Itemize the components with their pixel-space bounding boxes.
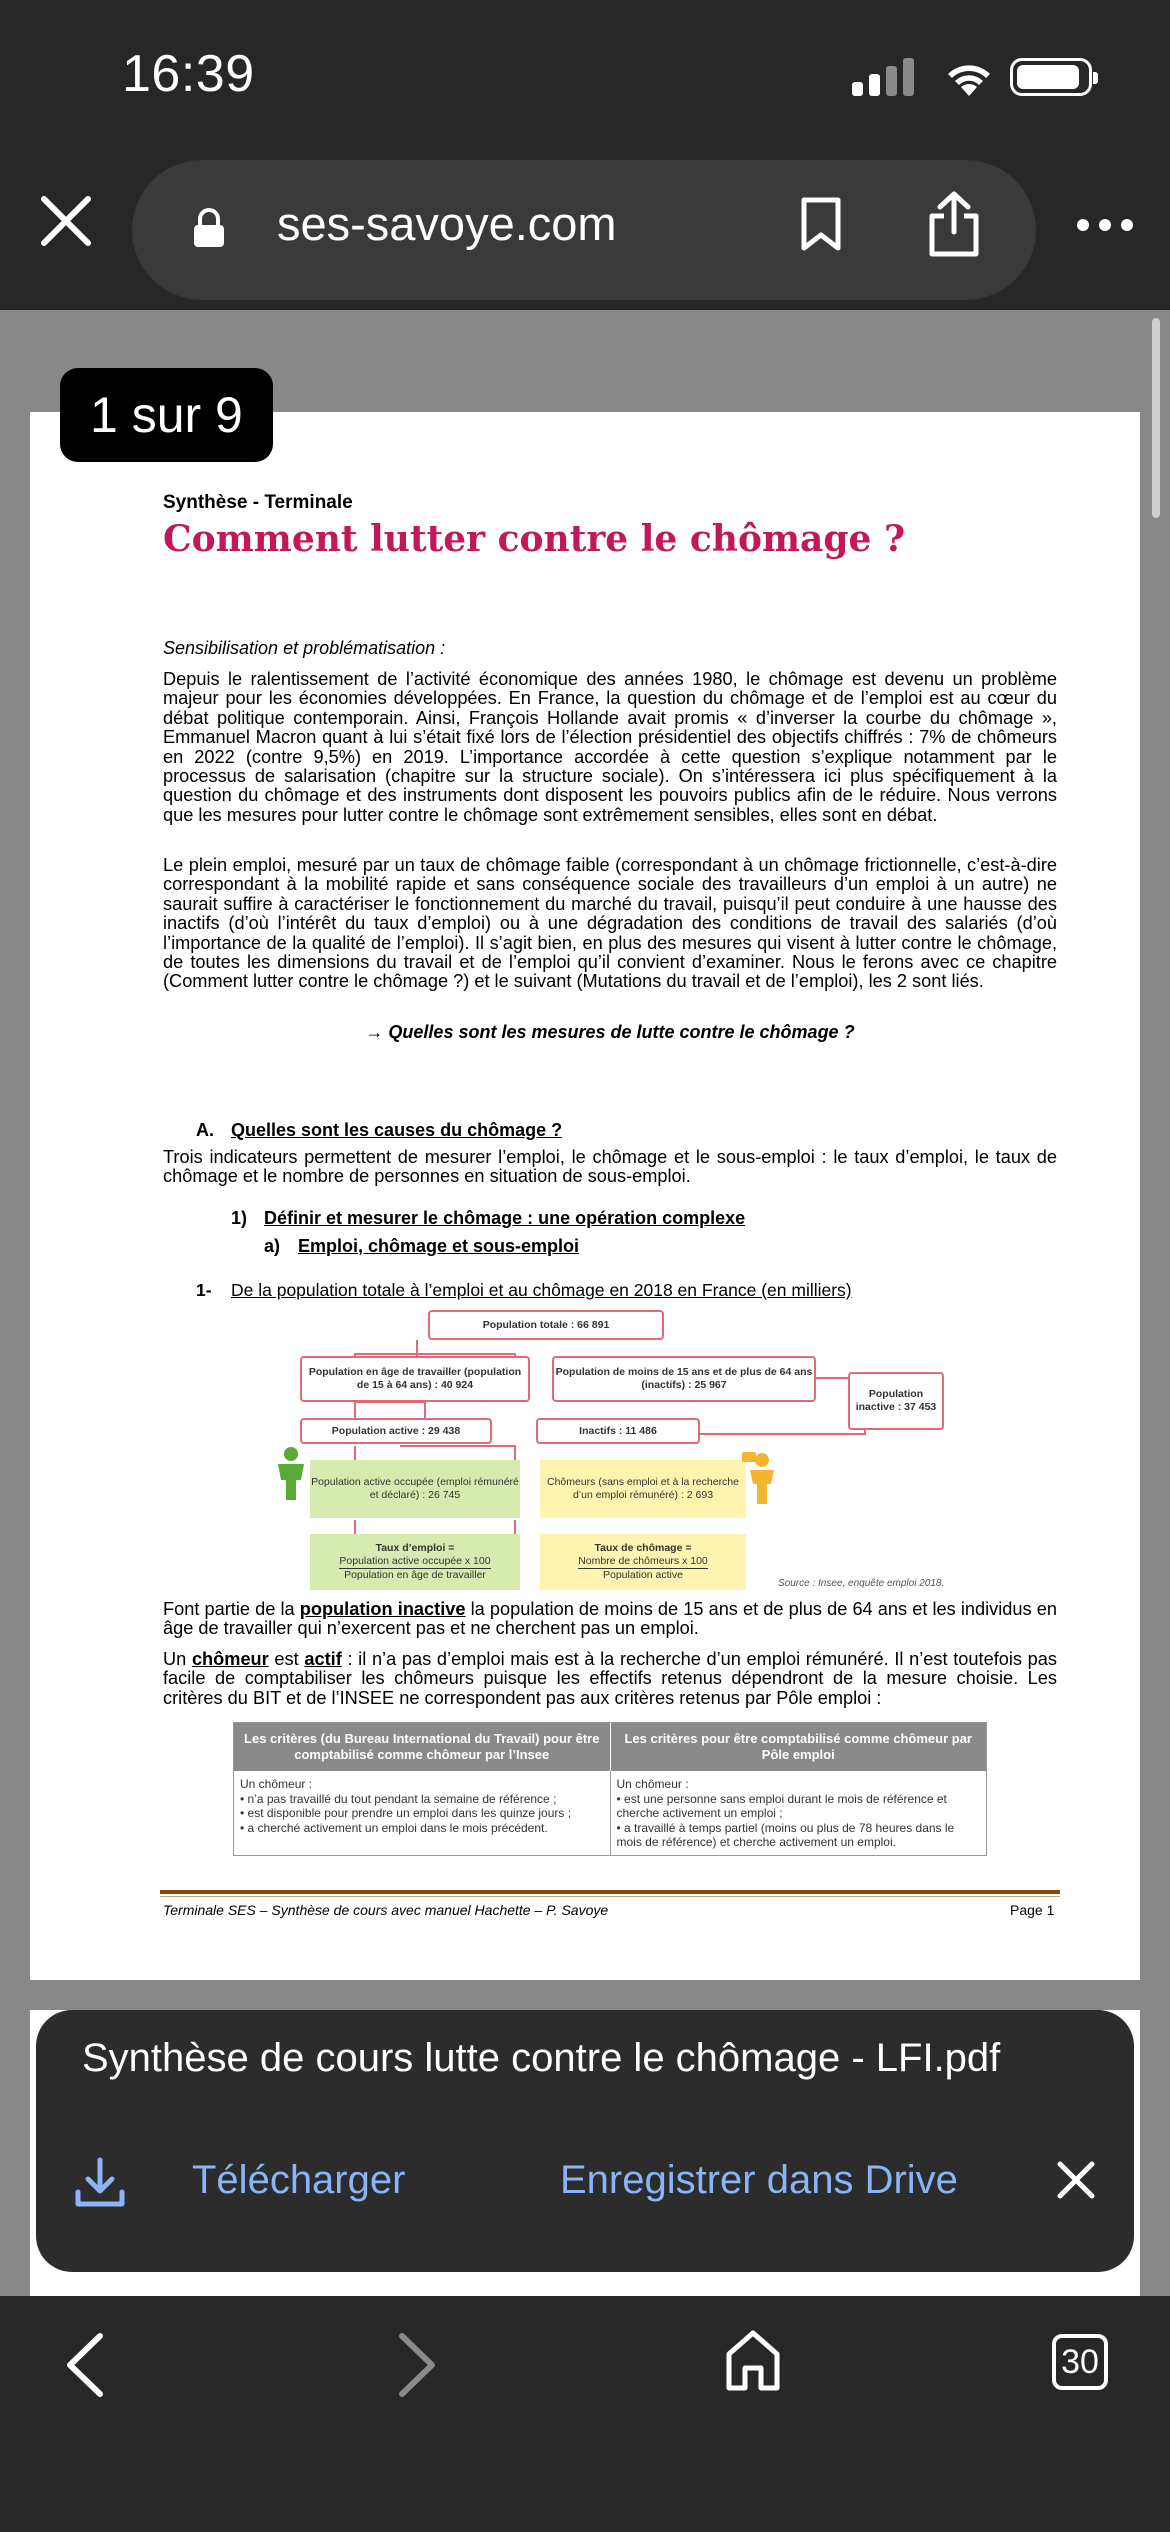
subsection-1a-letter: a) [264,1236,281,1256]
forward-icon[interactable] [396,2330,440,2400]
text-fragment: : il n’a pas d’emploi mais est à la recherche d’un emploi rémunéré. Il n’est toutefois pas facile de comptabiliser les chômeurs puisque les effectifs retenus dépendront de la mesure choisie. Les critères du BIT et de l’INSEE ne correspondent pas aux critères retenus par Pôle emploi : [163,1649,1057,1708]
subsection-1a-heading: Emploi, chômage et sous-emploi [298,1236,580,1256]
paragraph-1: Depuis le ralentissement de l’activité économique des années 1980, le chômage est devenu un problème majeur pour les économies développées. En France, la question du chômage et de l’emploi est au cœur du débat politique contemporain. Ainsi, François Hollande avait promis « d’inverser la courbe du chômage », Emmanuel Macron quant à lui s’était fixé lors de l’élection présidentiel des objectifs chiffrés : 7% de chômeurs en 2022 (contre 9,5%) en 2019. L’importance accordée à cette question s’explique notamment par le processus de salarisation (chapitre sur la structure sociale). On s’intéressera ici plus spécifiquement à la question du chômage et des instruments dont disposent les pouvoirs publics afin de le réduire. Nous verrons que les mesures pour lutter contre le chômage sont extrêmement sensibles, elles sont en débat. [163,669,1057,825]
taux-emploi-title: Taux d’emploi = [375,1542,455,1554]
person-icon [274,1446,308,1500]
term-population-inactive: population inactive [299,1599,466,1619]
tabs-button[interactable]: 30 [1052,2334,1108,2390]
paragraph-2: Le plein emploi, mesuré par un taux de chômage faible (correspondant à un chômage frictionnelle, c’est-à-dire correspondant à la mobilité rapide et sans conséquence sociale des travailleurs d’un emploi à un autre) ne saurait suffire à caractériser le fonctionnement du marché du travail, puisqu’il peut conduire à une hausse des inactifs (d’où l’intérêt du taux d’emploi) ou à une dégradation des conditions de travail des salariés (d’où l’importance de la qualité de l’emploi). Il s’agit bien, en plus des mesures qui visent à lutter contre le chômage, de toutes les dimensions du travail et de l’emploi qu’il convient d’examiner. Nous le ferons avec ce chapitre (Comment lutter contre le chômage ?) et le suivant (Mutations du travail et de l’emploi), les 2 sont liés. [163,855,1057,992]
diagram-chomeurs: Chômeurs (sans emploi et à la recherche d’un emploi rémunéré) : 2 693 [540,1460,746,1518]
paragraph-population-inactive [163,1600,1057,1639]
text-fragment: Un [163,1649,192,1669]
text-fragment: Font partie de la [163,1599,300,1619]
signal-icon [852,58,914,96]
section-a-heading: Quelles sont les causes du chômage ? [231,1120,563,1140]
criteria-table-row [234,1771,986,1855]
subsection-1-number: 1) [231,1208,248,1228]
section-a-letter: A. [196,1120,214,1140]
lock-icon [192,208,226,248]
paragraph-chomeur [163,1650,1057,1708]
bookmark-icon[interactable] [800,197,842,251]
doc-title: Comment lutter contre le chômage ? [163,518,906,560]
diagram-population-age-travailler: Population en âge de travailler (population de 15 à 64 ans) : 40 924 [300,1356,530,1402]
diagram-source: Source : Insee, enquête emploi 2018. [778,1578,945,1589]
more-icon[interactable] [1076,218,1134,232]
page-counter: 1 sur 9 [60,368,273,462]
text-fragment: la population de moins de 15 ans et de plus de 64 ans et les individus en âge de travailler qui n’exercent pas et ne cherchent pas un emploi. [163,1599,1057,1639]
table-cell-bit: Un chômeur : • n’a pas travaillé du tout pendant la semaine de référence ; • est disponible pour prendre un emploi dans les quinze jours ; • a cherché activement un emploi dans le mois précédent. [234,1771,611,1855]
table-header-pole-emploi: Les critères pour être comptabilisé comme chômeur par Pôle emploi [624,1731,972,1762]
table-cell-pole-emploi: Un chômeur : • est une personne sans emploi durant le mois de référence et cherche activement un emploi ; • a travaillé à temps partiel (moins ou plus de 78 heures dans le mois de référence) et cherche activement un emploi. [616,1777,955,1849]
document-1-number: 1- [196,1280,212,1300]
taux-chomage-denominator: Population active [603,1569,683,1581]
doc-subtitle: Sensibilisation et problématisation : [163,638,446,658]
bottom-navigation [0,2296,1170,2532]
diagram-inactifs: Inactifs : 11 486 [536,1418,700,1444]
section-a-text: Trois indicateurs permettent de mesurer l’emploi, le chômage et le sous-emploi : le taux d’emploi, le taux de chômage et le nombre de personnes en situation de sous-emploi. [163,1147,1057,1187]
close-sheet-icon[interactable] [1056,2160,1096,2200]
document-1-caption: De la population totale à l’emploi et au chômage en 2018 en France (en milliers) [231,1280,852,1300]
doc-label: Synthèse - Terminale [163,492,353,513]
download-icon[interactable] [72,2154,128,2210]
diagram-population-inactive: Population inactive : 37 453 [848,1372,944,1430]
status-time: 16:39 [122,45,255,103]
share-icon[interactable] [926,190,982,258]
taux-emploi-numerator: Population active occupée x 100 [339,1555,491,1567]
taux-chomage-title: Taux de chômage = [594,1542,692,1554]
text-fragment: est [268,1649,305,1669]
home-icon[interactable] [724,2328,782,2392]
footer-left: Terminale SES – Synthèse de cours avec manuel Hachette – P. Savoye [163,1902,609,1918]
battery-icon [1010,58,1092,96]
subsection-1-heading: Définir et mesurer le chômage : une opération complexe [264,1208,746,1228]
criteria-table-header [234,1723,986,1771]
download-filename: Synthèse de cours lutte contre le chômage - LFI.pdf [82,2036,1001,2080]
diagram-taux-chomage [540,1534,746,1590]
close-icon[interactable] [40,195,92,247]
taux-chomage-numerator: Nombre de chômeurs x 100 [578,1555,708,1567]
wifi-icon [942,56,996,98]
key-question: → Quelles sont les mesures de lutte contre le chômage ? [365,1022,855,1042]
term-chomeur: chômeur [191,1649,269,1669]
scrollbar[interactable] [1152,318,1160,518]
criteria-table [233,1722,987,1856]
diagram-population-active-occupee: Population active occupée (emploi rémunéré et déclaré) : 26 745 [310,1460,520,1518]
footer-divider-thin [160,1896,1060,1897]
diagram-population-totale: Population totale : 66 891 [428,1310,664,1340]
diagram-population-moins-15-plus-64: Population de moins de 15 ans et de plus de 64 ans (inactifs) : 25 967 [552,1356,816,1402]
footer-divider [160,1890,1060,1894]
footer-page-number: Page 1 [1010,1902,1055,1918]
term-actif: actif [304,1649,342,1669]
taux-emploi-denominator: Population en âge de travailler [344,1569,486,1581]
diagram-taux-emploi [310,1534,520,1590]
person-icon [740,1450,776,1504]
back-icon[interactable] [62,2330,106,2400]
table-header-bit: Les critères (du Bureau International du Travail) pour être comptabilisé comme chômeur par l’Insee [234,1723,611,1771]
diagram-population-active: Population active : 29 438 [300,1418,492,1444]
save-to-drive-button[interactable]: Enregistrer dans Drive [560,2158,958,2202]
url-text[interactable]: ses-savoye.com [277,197,617,250]
download-button[interactable]: Télécharger [192,2158,406,2202]
